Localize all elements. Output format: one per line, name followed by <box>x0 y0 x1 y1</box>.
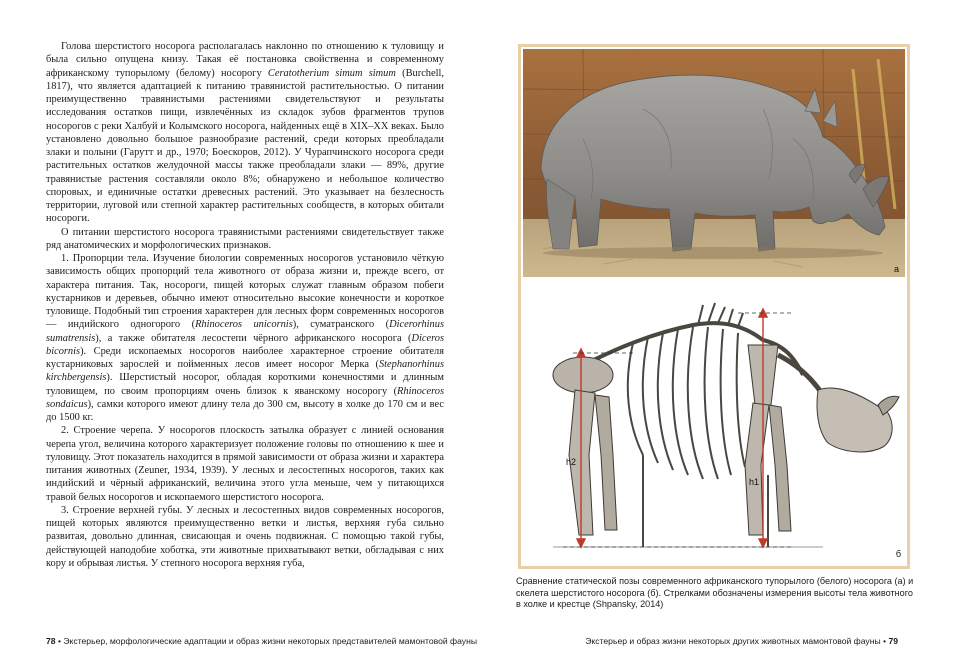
text-run: (Burchell, 1817), что является адаптацией к питанию травянистой растительностью. О питании преимущественно травянистыми растениями свидетельствуют и результаты исследования остатков пищи, извлечённых из складок зубов фрагментов трупов носорогов с реки Халбуй и Колымского носорога, найденных ещё в XIX–XX веках. Было установлено довольно большое разнообразие растений, среди которых преобладали злаки и полыни (Гарутт и др., 1970; Боескоров, 2012). У Чурапчинского носорога среди растительных остатков желудочной массы также преобладали злаки — 89%, другие травянистые растения составляли около 8%; обнаружено и небольшое количество споровых, и единичные остатки древесных растений. Это указывает на безлесность территории, луговой или степной характер растительных сообществ, в которых обитали носороги. <box>46 67 444 225</box>
left-page-number: 78 <box>46 636 56 646</box>
text-run: ), самки которого имеют длину тела до 300 см, высоту в холке до 170 см и вес до 1500 кг. <box>46 398 444 423</box>
right-footer <box>585 636 898 646</box>
paragraph <box>46 40 444 226</box>
right-page-number: 79 <box>888 636 898 646</box>
figure-caption: Сравнение статической позы современного африканского тупорылого (белого) носорога (а) и скелета шерстистого носорога (б). Стрелками обозначены измерения высоты тела животного в холке и крестце (Shpansky, 2014) <box>516 576 914 610</box>
species-name: Dicerorhinus sumatrensis <box>46 319 444 344</box>
rhino-photo <box>523 49 905 277</box>
paragraph <box>46 252 444 424</box>
species-name: Diceros bicornis <box>46 332 444 357</box>
species-name: Rhinoceros sondaicus <box>46 385 444 410</box>
panel-b-label: б <box>895 549 901 559</box>
text-run: ), а также обитателя лесостепи чёрного африканского носорога ( <box>95 332 412 344</box>
figure-frame <box>518 44 910 569</box>
h2-label: h2 <box>566 457 577 467</box>
species-name: Ceratotherium simum simum <box>267 67 396 79</box>
text-run: ). Среди ископаемых носорогов наиболее характерное строение обитателя кустарниковых зарослей и пойменных лесов имеет носорог Мерка ( <box>46 345 444 370</box>
text-run: 2. Строение черепа. У носорогов плоскость затылка образует с линией основания черепа угол, величина которого характеризует положение головы по отношению к шее и туловищу. Этот показатель находится в прямой зависимости от образа жизни и характера питания животных (Zeuner, 1934, 1939). У лесных и лесостепных носорогов, таких как индийский и чёрный африканский, величина этого угла меньше, чем у питающихся травой белых носорогов и ископаемого шерстистого носорога. <box>46 425 444 503</box>
text-run: ), суматранского ( <box>292 319 390 331</box>
skeleton-drawing <box>523 285 905 565</box>
species-name: Stephanorhinus kirchbergensis <box>46 359 444 384</box>
left-footer <box>46 636 477 646</box>
body-text <box>46 40 444 570</box>
text-run: ). Шерстистый носорог, обладая короткими конечностями и длинным туловищем, по своим пропорциям очень близок к яванскому носорогу ( <box>46 372 444 397</box>
right-footer-separator: • <box>883 636 887 646</box>
panel-a-label: а <box>893 264 899 274</box>
left-footer-separator: • <box>57 636 61 646</box>
right-running-title: Экстерьер и образ жизни некоторых других животных мамонтовой фауны <box>585 636 881 646</box>
text-run: 3. Строение верхней губы. У лесных и лесостепных видов современных носорогов, пищей которых являются преимущественно ветки и листья, верхняя губа сильно развитая, довольно длинная, свисающая и очень подвижная. С помощью такой губы, действующей наподобие хоботка, эти животные прихватывают ветки, обгладывая с них кору и обрывая листья. У степного носорога верхняя губа, <box>46 504 444 569</box>
h1-label: h1 <box>749 477 760 487</box>
left-running-title: Экстерьер, морфологические адаптации и образ жизни некоторых представителей мамонтовой фауны <box>63 636 478 646</box>
right-page <box>480 0 959 671</box>
paragraph <box>46 424 444 504</box>
species-name: Rhinoceros unicornis <box>195 319 293 331</box>
text-run: 1. Пропорции тела. Изучение биологии современных носорогов установило чёткую зависимость общих пропорций тела животного от образа жизни и, прежде всего, от характера питания. Так, носороги, пищей которых служат главным образом побеги кустарников и деревьев, обычно имеют относительно высокие конечности и короткое туловище. Подобный тип строения характерен для лесных форм современных носорогов — индийского одногорого ( <box>46 253 444 331</box>
text-run: Голова шерстистого носорога располагалась наклонно по отношению к туловищу и была сильно опущена книзу. Такая её постановка свойственна и современному африканскому тупорылому (белому) носорогу <box>46 41 444 79</box>
paragraph <box>46 226 444 253</box>
paragraph <box>46 504 444 570</box>
text-run: О питании шерстистого носорога травянистыми растениями свидетельствует также ряд анатомических и морфологических признаков. <box>46 226 444 251</box>
